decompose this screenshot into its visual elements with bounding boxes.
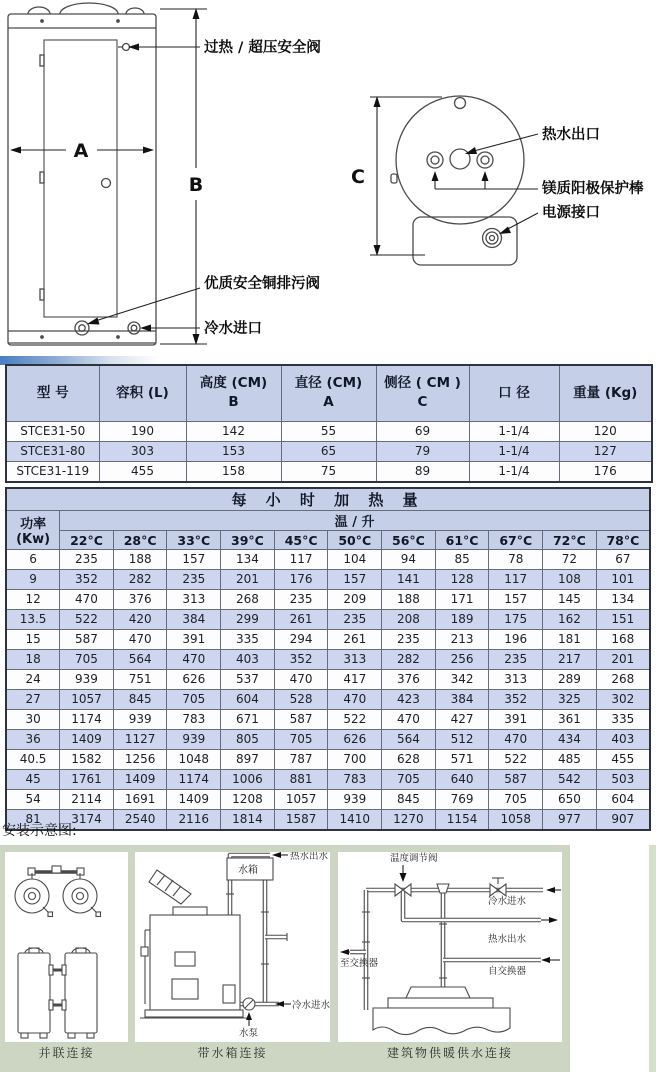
table-cell: 769 (435, 790, 489, 810)
table-cell: 1-1/4 (469, 461, 559, 482)
table-cell: 1057 (60, 690, 114, 710)
caption-water-tank: 带水箱连接 (197, 1046, 268, 1060)
table-cell: 512 (435, 730, 489, 750)
table-cell: 108 (543, 570, 597, 590)
cold-inlet-port (128, 322, 140, 334)
table-cell: 522 (328, 710, 382, 730)
table-cell: 470 (489, 730, 543, 750)
table-cell: 342 (435, 670, 489, 690)
table-cell: 897 (221, 750, 275, 770)
heat-table-row (6, 770, 650, 790)
table-cell: 571 (435, 750, 489, 770)
table-cell: 420 (113, 610, 167, 630)
table-cell: 299 (221, 610, 275, 630)
spec-col-header: 侧径 ( CM ) C (376, 365, 469, 421)
table-cell: STCE31-119 (6, 461, 99, 482)
spec-col-header: 型 号 (6, 365, 99, 421)
table-cell: 117 (274, 550, 328, 570)
table-cell: 141 (382, 570, 436, 590)
table-cell: 89 (376, 461, 469, 482)
table-cell: 537 (221, 670, 275, 690)
table-cell: 201 (596, 650, 650, 670)
table-cell: 376 (382, 670, 436, 690)
table-cell: 67 (596, 550, 650, 570)
table-cell: 700 (328, 750, 382, 770)
heat-table-row (6, 710, 650, 730)
table-cell: 94 (382, 550, 436, 570)
table-cell: 235 (328, 610, 382, 630)
table-cell: 313 (328, 650, 382, 670)
table-cell: 13.5 (6, 610, 60, 630)
table-cell: 434 (543, 730, 597, 750)
table-cell: 75 (281, 461, 376, 482)
from-exchanger-label: 自交换器 (488, 966, 527, 977)
table-cell: 176 (559, 461, 652, 482)
diagram3-arrows (340, 865, 561, 963)
table-cell: 261 (328, 630, 382, 650)
table-cell: 261 (274, 610, 328, 630)
table-cell: 455 (99, 461, 186, 482)
table-cell: 626 (328, 730, 382, 750)
dimension-c-label: C (351, 166, 365, 188)
table-cell: 3174 (60, 810, 114, 831)
table-cell: 587 (60, 630, 114, 650)
table-cell: 1410 (328, 810, 382, 831)
table-cell: 153 (186, 441, 281, 461)
table-cell: 15 (6, 630, 60, 650)
table-cell: STCE31-50 (6, 421, 99, 441)
heat-table-row (6, 590, 650, 610)
table-cell: 196 (489, 630, 543, 650)
heat-table-row (6, 610, 650, 630)
table-cell: 157 (167, 550, 221, 570)
table-cell: 128 (435, 570, 489, 590)
table-cell: 2114 (60, 790, 114, 810)
table-cell: 1057 (274, 790, 328, 810)
heat-temp-col-header: 28°C (113, 531, 167, 550)
table-cell: 289 (543, 670, 597, 690)
table-cell: 171 (435, 590, 489, 610)
heat-table-row (6, 550, 650, 570)
table-cell: 352 (274, 650, 328, 670)
table-cell: 640 (435, 770, 489, 790)
table-cell: 783 (167, 710, 221, 730)
cold-in-label-3: 冷水进水 (488, 896, 527, 907)
table-cell: 294 (274, 630, 328, 650)
cold-in-label: 冷水进水 (292, 1000, 330, 1011)
table-cell: 18 (6, 650, 60, 670)
top-view-annotations (370, 96, 538, 256)
table-cell: 217 (543, 650, 597, 670)
table-cell: 977 (543, 810, 597, 831)
spec-col-header: 直径 (CM) A (281, 365, 376, 421)
heat-table-body (6, 550, 650, 831)
table-cell: 1048 (167, 750, 221, 770)
heat-temp-col-header: 39°C (221, 531, 275, 550)
table-cell: 209 (328, 590, 382, 610)
caption-parallel: 并联连接 (38, 1046, 95, 1060)
caption-building: 建筑物供暖供水连接 (386, 1046, 513, 1060)
hot-out-label-3: 热水出水 (488, 934, 527, 945)
table-cell: 24 (6, 670, 60, 690)
heat-table-title: 每 小 时 加 热 量 (6, 488, 650, 511)
table-cell: 235 (274, 590, 328, 610)
table-cell: 939 (167, 730, 221, 750)
spec-col-header: 口 径 (469, 365, 559, 421)
table-cell: 503 (596, 770, 650, 790)
table-cell: 335 (596, 710, 650, 730)
table-cell: 1270 (382, 810, 436, 831)
building-supply-diagram (338, 852, 562, 1042)
drain-valve-label: 优质安全铜排污阀 (204, 276, 320, 292)
heat-table-row (6, 650, 650, 670)
table-cell: 626 (167, 670, 221, 690)
table-cell: 528 (274, 690, 328, 710)
hot-out-label: 热水出水 (290, 852, 329, 862)
table-cell: 564 (113, 650, 167, 670)
table-cell: 805 (221, 730, 275, 750)
table-cell: 628 (382, 750, 436, 770)
water-tank-connection-diagram (135, 852, 330, 1042)
table-cell: 470 (328, 690, 382, 710)
table-cell: 939 (60, 670, 114, 690)
table-cell: 45 (6, 770, 60, 790)
heat-temp-col-header: 61°C (435, 531, 489, 550)
heat-table-row (6, 670, 650, 690)
heat-temp-col-header: 33°C (167, 531, 221, 550)
table-cell: 352 (489, 690, 543, 710)
heat-table-row (6, 690, 650, 710)
table-cell: 1127 (113, 730, 167, 750)
table-cell: 268 (221, 590, 275, 610)
spec-table-row (6, 421, 652, 441)
table-cell: 384 (167, 610, 221, 630)
to-exchanger-label: 至交换器 (340, 958, 379, 969)
table-cell: 27 (6, 690, 60, 710)
table-cell: 325 (543, 690, 597, 710)
table-cell: 134 (221, 550, 275, 570)
page-edge-strip (649, 845, 656, 1072)
table-cell: 1208 (221, 790, 275, 810)
spec-table-head-row (6, 365, 652, 421)
table-cell: 1058 (489, 810, 543, 831)
table-cell: 907 (596, 810, 650, 831)
table-cell: 1256 (113, 750, 167, 770)
table-cell: 175 (489, 610, 543, 630)
parallel-connection-diagram (5, 852, 128, 1042)
spec-table-body (6, 421, 652, 482)
table-cell: 72 (543, 550, 597, 570)
table-cell: 176 (274, 570, 328, 590)
table-cell: 403 (221, 650, 275, 670)
spec-col-header: 高度 (CM) B (186, 365, 281, 421)
heat-temp-col-header: 22°C (60, 531, 114, 550)
table-cell: 79 (376, 441, 469, 461)
table-cell: 384 (435, 690, 489, 710)
spec-table-row (6, 461, 652, 482)
table-cell: 845 (382, 790, 436, 810)
table-cell: 201 (221, 570, 275, 590)
pump-label: 水泵 (239, 1028, 259, 1039)
table-cell: 671 (221, 710, 275, 730)
table-cell: 455 (596, 750, 650, 770)
table-cell: 650 (543, 790, 597, 810)
table-cell: 190 (99, 421, 186, 441)
heat-table-row (6, 810, 650, 831)
table-cell: 542 (543, 770, 597, 790)
table-cell: 1154 (435, 810, 489, 831)
water-tank-label: 水箱 (238, 865, 258, 876)
table-cell: 268 (596, 670, 650, 690)
temp-valve-label: 温度调节阀 (390, 853, 438, 864)
table-cell: 391 (489, 710, 543, 730)
table-cell: 705 (274, 730, 328, 750)
table-cell: 65 (281, 441, 376, 461)
table-cell: 313 (167, 590, 221, 610)
table-cell: 1409 (113, 770, 167, 790)
table-cell: 587 (489, 770, 543, 790)
table-cell: 783 (328, 770, 382, 790)
table-cell: 1582 (60, 750, 114, 770)
heat-power-header: 功率 (Kw) (6, 511, 60, 550)
table-cell: 939 (113, 710, 167, 730)
spec-col-header: 重量 (Kg) (559, 365, 652, 421)
table-cell: 423 (382, 690, 436, 710)
table-cell: 162 (543, 610, 597, 630)
table-cell: 705 (382, 770, 436, 790)
table-cell: 470 (382, 710, 436, 730)
anode-rod-label: 镁质阳极保护棒 (542, 181, 644, 197)
heat-temp-rise-header: 温 / 升 (60, 511, 650, 531)
table-cell: 6 (6, 550, 60, 570)
drain-valve-port (75, 321, 89, 335)
table-cell: 101 (596, 570, 650, 590)
table-cell: 705 (60, 650, 114, 670)
table-cell: 127 (559, 441, 652, 461)
table-cell: 181 (543, 630, 597, 650)
heat-temp-col-header: 50°C (328, 531, 382, 550)
heat-table-row (6, 630, 650, 650)
table-cell: 751 (113, 670, 167, 690)
table-cell: 235 (167, 570, 221, 590)
table-cell: 142 (186, 421, 281, 441)
table-cell: 235 (382, 630, 436, 650)
table-cell: 235 (489, 650, 543, 670)
table-cell: 522 (60, 610, 114, 630)
heat-table-row (6, 790, 650, 810)
table-cell: 1174 (167, 770, 221, 790)
heat-table-row (6, 750, 650, 770)
table-cell: 587 (274, 710, 328, 730)
table-cell: 522 (489, 750, 543, 770)
table-cell: 40.5 (6, 750, 60, 770)
install-panel (0, 845, 570, 1072)
heat-table (5, 487, 651, 831)
table-cell: 376 (113, 590, 167, 610)
table-cell: 1409 (167, 790, 221, 810)
table-cell: 2540 (113, 810, 167, 831)
table-cell: 881 (274, 770, 328, 790)
table-cell: 282 (113, 570, 167, 590)
heat-table-row (6, 730, 650, 750)
table-cell: 352 (60, 570, 114, 590)
table-cell: 151 (596, 610, 650, 630)
table-cell: 1691 (113, 790, 167, 810)
heat-temp-cols-row (6, 531, 650, 550)
table-cell: 302 (596, 690, 650, 710)
table-cell: 85 (435, 550, 489, 570)
hot-outlet-port (450, 149, 470, 169)
table-cell: 189 (435, 610, 489, 630)
table-cell: 104 (328, 550, 382, 570)
table-cell: 470 (60, 590, 114, 610)
table-cell: 1814 (221, 810, 275, 831)
table-cell: 208 (382, 610, 436, 630)
table-cell: 55 (281, 421, 376, 441)
table-cell: 564 (382, 730, 436, 750)
table-cell: 403 (596, 730, 650, 750)
table-cell: 157 (328, 570, 382, 590)
table-cell: 1174 (60, 710, 114, 730)
hot-outlet-label: 热水出口 (542, 127, 600, 143)
table-cell: 313 (489, 670, 543, 690)
table-cell: 81 (6, 810, 60, 831)
table-cell: 303 (99, 441, 186, 461)
table-cell: 705 (167, 690, 221, 710)
table-cell: 470 (274, 670, 328, 690)
table-cell: 256 (435, 650, 489, 670)
table-cell: 391 (167, 630, 221, 650)
table-cell: 69 (376, 421, 469, 441)
power-port-label: 电源接口 (542, 205, 600, 221)
table-cell: 117 (489, 570, 543, 590)
table-cell: 235 (60, 550, 114, 570)
table-cell: 361 (543, 710, 597, 730)
table-cell: 145 (543, 590, 597, 610)
spec-table-row (6, 441, 652, 461)
table-cell: 188 (113, 550, 167, 570)
table-cell: 168 (596, 630, 650, 650)
table-cell: 1-1/4 (469, 441, 559, 461)
dimension-a-label: A (73, 140, 89, 162)
table-cell: 485 (543, 750, 597, 770)
table-cell: 158 (186, 461, 281, 482)
heat-temp-col-header: 56°C (382, 531, 436, 550)
table-cell: 134 (596, 590, 650, 610)
table-cell: 1761 (60, 770, 114, 790)
top-view-diagram (330, 62, 656, 302)
table-cell: 9 (6, 570, 60, 590)
table-cell: 604 (596, 790, 650, 810)
table-cell: 188 (382, 590, 436, 610)
heat-temp-col-header: 45°C (274, 531, 328, 550)
table-cell: 939 (328, 790, 382, 810)
table-cell: 470 (113, 630, 167, 650)
dimension-b-label: B (188, 174, 204, 196)
spec-table (5, 364, 653, 483)
cold-inlet-label: 冷水进口 (204, 321, 262, 337)
table-cell: 12 (6, 590, 60, 610)
table-cell: 845 (113, 690, 167, 710)
heat-temp-col-header: 72°C (543, 531, 597, 550)
table-cell: 1587 (274, 810, 328, 831)
table-cell: 157 (489, 590, 543, 610)
install-section-label: 安装示意图: (2, 823, 77, 839)
front-view-diagram (0, 0, 340, 358)
spec-col-header: 容积 (L) (99, 365, 186, 421)
table-cell: 470 (167, 650, 221, 670)
table-cell: 1-1/4 (469, 421, 559, 441)
table-cell: 787 (274, 750, 328, 770)
table-cell: 120 (559, 421, 652, 441)
table-cell: 1006 (221, 770, 275, 790)
table-cell: 54 (6, 790, 60, 810)
table-cell: 417 (328, 670, 382, 690)
heat-temp-col-header: 78°C (596, 531, 650, 550)
table-cell: 604 (221, 690, 275, 710)
table-cell: 2116 (167, 810, 221, 831)
safety-valve-label: 过热 / 超压安全阀 (204, 40, 321, 56)
table-cell: 78 (489, 550, 543, 570)
table-cell: STCE31-80 (6, 441, 99, 461)
heat-table-row (6, 570, 650, 590)
table-cell: 335 (221, 630, 275, 650)
table-cell: 213 (435, 630, 489, 650)
heat-temp-col-header: 67°C (489, 531, 543, 550)
table-cell: 1409 (60, 730, 114, 750)
table-cell: 427 (435, 710, 489, 730)
table-cell: 30 (6, 710, 60, 730)
table-cell: 705 (489, 790, 543, 810)
table-cell: 36 (6, 730, 60, 750)
table-cell: 282 (382, 650, 436, 670)
